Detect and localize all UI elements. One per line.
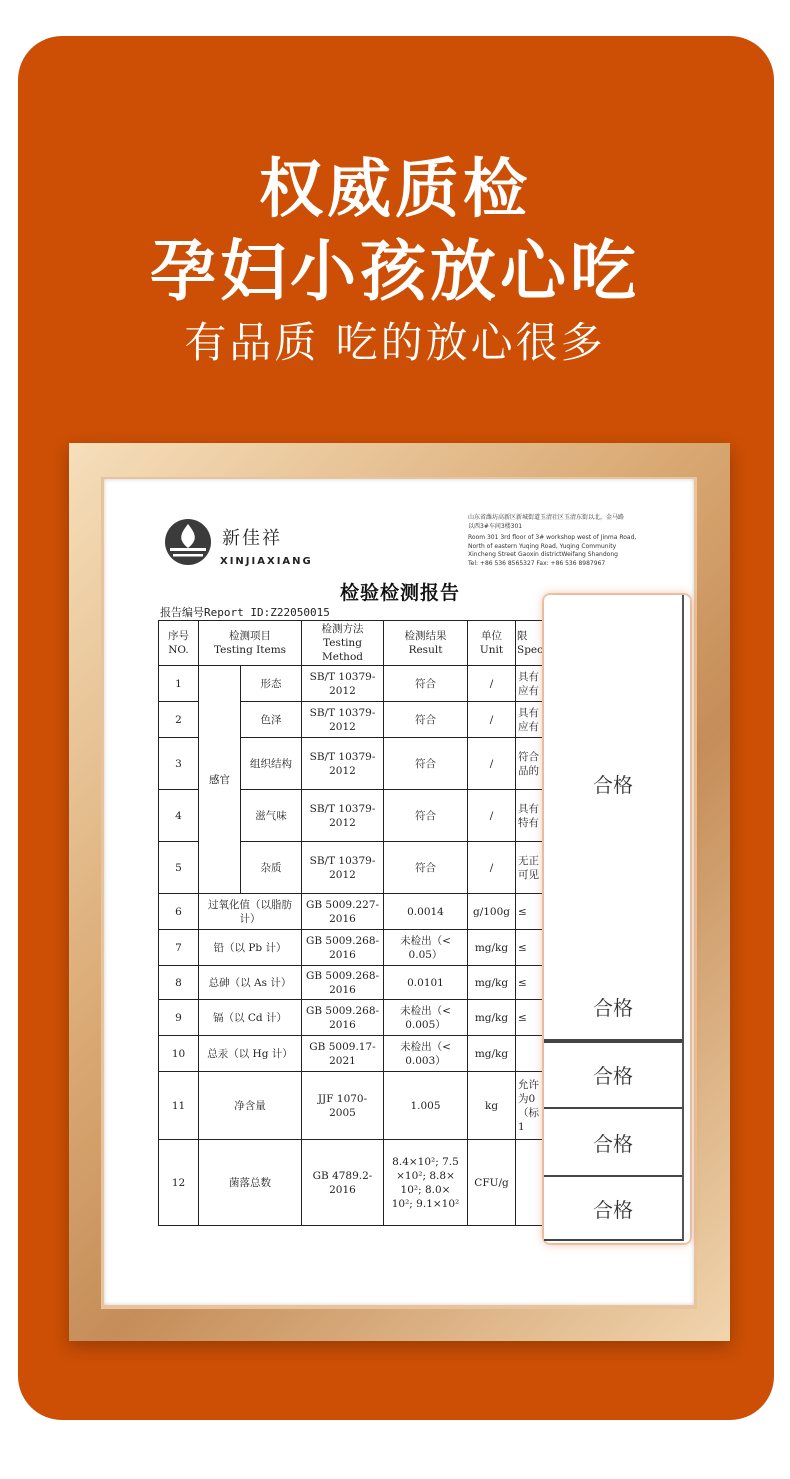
cell-unit: mg/kg <box>468 1000 516 1036</box>
test-results-table <box>158 620 545 1226</box>
cell-method: GB 5009.268- 2016 <box>302 966 384 1000</box>
cell-no: 6 <box>159 894 199 930</box>
overlay-result-cell: 合格 <box>544 1109 684 1177</box>
cell-no: 7 <box>159 930 199 966</box>
cell-spec: 具有 应有 <box>516 702 545 738</box>
cell-result: 符合 <box>384 702 468 738</box>
overlay-result-cell: 合格 <box>544 1041 684 1109</box>
result-overlay-card <box>544 595 690 1243</box>
cell-unit: / <box>468 842 516 894</box>
cell-no: 11 <box>159 1072 199 1140</box>
cell-method: GB 5009.268- 2016 <box>302 930 384 966</box>
address-line: North of eastern Yuqing Road, Yuqing Community <box>468 542 617 550</box>
cell-result: 未检出（< 0.05） <box>384 930 468 966</box>
cell-unit: mg/kg <box>468 1036 516 1072</box>
table-row <box>159 666 545 702</box>
company-logo-icon <box>164 518 212 566</box>
cell-result: 0.0101 <box>384 966 468 1000</box>
cell-no: 9 <box>159 1000 199 1036</box>
cell-item: 色泽 <box>241 702 302 738</box>
table-row <box>159 1036 545 1072</box>
cell-no: 10 <box>159 1036 199 1072</box>
report-title: 检验检测报告 <box>340 582 461 604</box>
table-header-row <box>159 621 545 666</box>
cell-no: 4 <box>159 790 199 842</box>
cell-item: 总砷（以 As 计） <box>199 966 302 1000</box>
cell-spec: ≤ <box>516 930 545 966</box>
cell-group: 感官 <box>199 666 241 894</box>
header-item: 检测项目 Testing Items <box>199 621 302 666</box>
cell-no: 8 <box>159 966 199 1000</box>
cell-spec: ≤ <box>516 894 545 930</box>
cell-spec: ≤ <box>516 1000 545 1036</box>
table-row <box>159 930 545 966</box>
cell-item: 过氧化值（以脂肪 计） <box>199 894 302 930</box>
cell-item: 菌落总数 <box>199 1140 302 1226</box>
cell-method: SB/T 10379- 2012 <box>302 666 384 702</box>
cell-method: GB 4789.2- 2016 <box>302 1140 384 1226</box>
overlay-result-cell: 合格 <box>544 1177 684 1241</box>
cell-unit: / <box>468 790 516 842</box>
cell-result: 0.0014 <box>384 894 468 930</box>
company-address <box>468 514 688 569</box>
cell-method: SB/T 10379- 2012 <box>302 702 384 738</box>
cell-method: GB 5009.268- 2016 <box>302 1000 384 1036</box>
cell-result: 符合 <box>384 842 468 894</box>
address-line: Xincheng Street Gaoxin districtWeifang Shandong <box>468 551 618 559</box>
report-id: 报告编号Report ID:Z22050015 <box>160 606 330 619</box>
cell-unit: kg <box>468 1072 516 1140</box>
cell-unit: CFU/g <box>468 1140 516 1226</box>
cell-spec: 具有 特有 <box>516 790 545 842</box>
cell-result: 符合 <box>384 790 468 842</box>
address-line: 山东省潍坊高新区新城街道玉清社区玉清东街以北，金马路 <box>468 514 625 521</box>
brand-name-en: XINJIAXIANG <box>220 556 313 567</box>
table-row <box>159 1000 545 1036</box>
headline-secondary: 孕妇小孩放心吃 <box>150 233 640 310</box>
address-line: Tel: +86 536 8565327 Fax: +86 536 8987967 <box>468 559 606 567</box>
cell-method: SB/T 10379- 2012 <box>302 790 384 842</box>
cell-result: 未检出（< 0.003） <box>384 1036 468 1072</box>
cell-item: 滋气味 <box>241 790 302 842</box>
header-spec: 限 Spec <box>516 621 545 666</box>
cell-result: 符合 <box>384 738 468 790</box>
table-row <box>159 894 545 930</box>
cell-method: GB 5009.227- 2016 <box>302 894 384 930</box>
cell-spec: 允许 为0 （标 1 <box>516 1072 545 1140</box>
cell-unit: mg/kg <box>468 966 516 1000</box>
cell-no: 3 <box>159 738 199 790</box>
cell-no: 12 <box>159 1140 199 1226</box>
cell-no: 5 <box>159 842 199 894</box>
cell-item: 总汞（以 Hg 计） <box>199 1036 302 1072</box>
table-row <box>159 966 545 1000</box>
cell-spec: ≤ <box>516 966 545 1000</box>
header-method: 检测方法 Testing Method <box>302 621 384 666</box>
cell-spec: 无正 可见 <box>516 842 545 894</box>
cell-spec: 具有 应有 <box>516 666 545 702</box>
headline-primary: 权威质检 <box>259 153 531 227</box>
subheadline: 有品质 吃的放心很多 <box>184 318 606 367</box>
cell-spec <box>516 1036 545 1072</box>
table-row <box>159 1072 545 1140</box>
cell-item: 铅（以 Pb 计） <box>199 930 302 966</box>
cell-no: 2 <box>159 702 199 738</box>
overlay-result-cell: 合格 <box>544 595 684 1043</box>
cell-result: 未检出（< 0.005） <box>384 1000 468 1036</box>
cell-unit: mg/kg <box>468 930 516 966</box>
cell-item: 形态 <box>241 666 302 702</box>
cell-method: GB 5009.17- 2021 <box>302 1036 384 1072</box>
address-line: 以西3#车间3楼301 <box>468 522 523 530</box>
cell-result: 符合 <box>384 666 468 702</box>
cell-item: 组织结构 <box>241 738 302 790</box>
header-no: 序号 NO. <box>159 621 199 666</box>
header-unit: 单位 Unit <box>468 621 516 666</box>
header-result: 检测结果 Result <box>384 621 468 666</box>
cell-method: JJF 1070- 2005 <box>302 1072 384 1140</box>
cell-spec <box>516 1140 545 1226</box>
cell-method: SB/T 10379- 2012 <box>302 738 384 790</box>
cell-item: 净含量 <box>199 1072 302 1140</box>
cell-result: 8.4×10²; 7.5 ×10²; 8.8× 10²; 8.0× 10²; 9.1×10² <box>384 1140 468 1226</box>
cell-spec: 符合 品的 <box>516 738 545 790</box>
cell-unit: / <box>468 738 516 790</box>
cell-unit: / <box>468 666 516 702</box>
address-line: Room 301 3rd floor of 3# workshop west of Jinma Road, <box>468 534 637 542</box>
table-row <box>159 1140 545 1226</box>
cell-item: 镉（以 Cd 计） <box>199 1000 302 1036</box>
brand-name-cn: 新佳祥 <box>222 528 282 549</box>
cell-no: 1 <box>159 666 199 702</box>
overlay-result-cell: 合格 <box>544 973 684 1041</box>
cell-unit: g/100g <box>468 894 516 930</box>
cell-unit: / <box>468 702 516 738</box>
cell-method: SB/T 10379- 2012 <box>302 842 384 894</box>
cell-item: 杂质 <box>241 842 302 894</box>
cell-result: 1.005 <box>384 1072 468 1140</box>
